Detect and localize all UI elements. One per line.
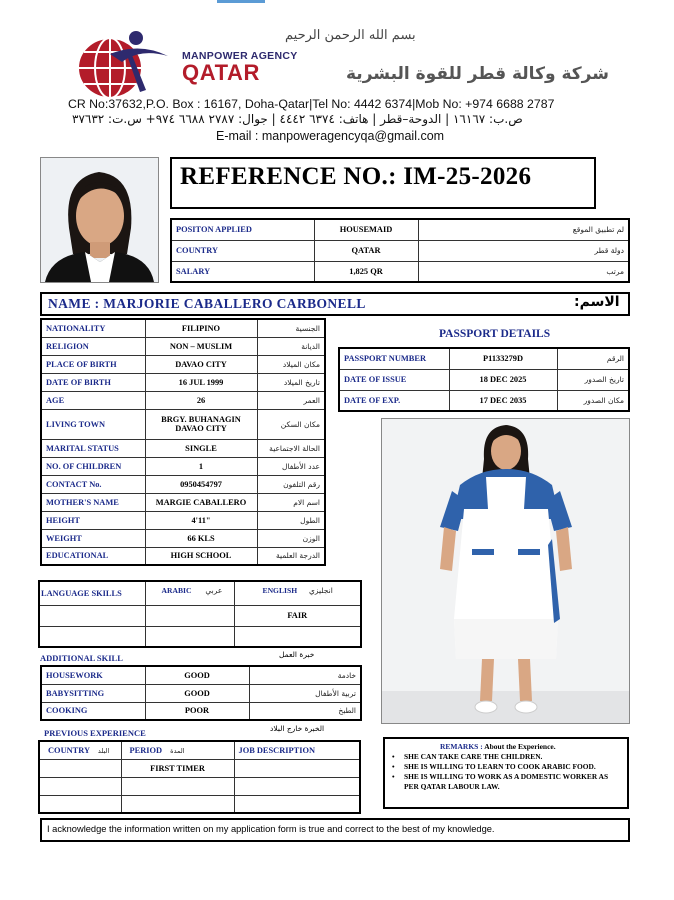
table-row (39, 605, 361, 626)
table-row (41, 547, 325, 565)
english-header (234, 581, 361, 605)
skill-value: GOOD (145, 666, 249, 684)
language-skills-label: LANGUAGE SKILLS (39, 581, 145, 605)
expiry-date-label-ar: مكان الصدور (557, 390, 629, 411)
personal-field-value: HIGH SCHOOL (145, 547, 257, 565)
personal-field-value: SINGLE (145, 439, 257, 457)
personal-field-label: LIVING TOWN (41, 409, 145, 439)
position-label: POSITON APPLIED (171, 219, 314, 240)
table-row (41, 666, 361, 684)
table-row (41, 439, 325, 457)
personal-field-value: DAVAO CITY (145, 355, 257, 373)
table-row (171, 219, 629, 240)
arabic-header (145, 581, 234, 605)
skill-label: COOKING (41, 702, 145, 720)
passport-number-label: PASSPORT NUMBER (339, 348, 449, 369)
remarks-title (440, 742, 556, 751)
personal-field-label-ar: عدد الأطفال (257, 457, 325, 475)
applicant-name: NAME : MARJORIE CABALLERO CARBONELL (48, 296, 366, 311)
table-row (41, 373, 325, 391)
skill-value: POOR (145, 702, 249, 720)
personal-field-value: FILIPINO (145, 319, 257, 337)
table-row (41, 457, 325, 475)
table-row (39, 759, 360, 777)
period-column-header (121, 741, 234, 759)
personal-field-label: MOTHER'S NAME (41, 493, 145, 511)
arabic-label: ARABIC (161, 586, 192, 595)
skill-value: GOOD (145, 684, 249, 702)
skill-label-ar: خادمة (249, 666, 361, 684)
previous-experience-table (38, 740, 361, 814)
previous-experience-title-ar: الخبرة خارج البلاد (270, 724, 325, 733)
issue-date-label: DATE OF ISSUE (339, 369, 449, 390)
experience-empty-cell (121, 777, 234, 795)
personal-field-label: DATE OF BIRTH (41, 373, 145, 391)
english-label-ar: انجليزي (309, 586, 333, 595)
contact-email: E-mail : manpoweragencyqa@gmail.com (216, 129, 445, 143)
remarks-list (392, 752, 624, 792)
issue-date-value: 18 DEC 2025 (449, 369, 557, 390)
country-label: COUNTRY (171, 240, 314, 261)
table-row (41, 355, 325, 373)
table-row (339, 369, 629, 390)
table-row (39, 777, 360, 795)
experience-first-timer: FIRST TIMER (121, 759, 234, 777)
personal-field-label: AGE (41, 391, 145, 409)
personal-field-label: RELIGION (41, 337, 145, 355)
language-empty-cell (145, 626, 234, 647)
table-row (39, 626, 361, 647)
table-row (171, 261, 629, 282)
list-item: • SHE IS WILLING TO WORK AS A DOMESTIC WORKER AS PER QATAR LABOUR LAW. (392, 772, 624, 791)
experience-empty-cell (234, 759, 360, 777)
skill-label-ar: تربية الأطفال (249, 684, 361, 702)
arabic-label-ar: عربي (205, 586, 223, 595)
country-column-label-ar: البلد (97, 746, 110, 755)
expiry-date-label: DATE OF EXP. (339, 390, 449, 411)
basmala-calligraphy: بسم الله الرحمن الرحيم (285, 28, 416, 43)
table-row (41, 337, 325, 355)
previous-experience-title: PREVIOUS EXPERIENCE (44, 728, 146, 738)
agency-name-line1: MANPOWER AGENCY (182, 50, 298, 62)
personal-field-value: 1 (145, 457, 257, 475)
passport-details-title: PASSPORT DETAILS (439, 328, 551, 340)
remarks-subtitle: About the Experience. (484, 742, 556, 751)
additional-skill-title: ADDITIONAL SKILL (40, 653, 123, 663)
passport-table (338, 347, 630, 412)
english-label: ENGLISH (262, 586, 298, 595)
passport-number-value: P1133279D (449, 348, 557, 369)
salary-label-ar: مرتب (418, 261, 629, 282)
table-row (339, 348, 629, 369)
agency-name-line2: QATAR (182, 60, 260, 85)
table-row (41, 529, 325, 547)
personal-field-value (145, 409, 257, 439)
contact-line-english: CR No:37632,P.O. Box : 16167, Doha-Qatar|Tel No: 4442 6374|Mob No: +974 6688 2787 (68, 97, 555, 111)
remarks-title-label: REMARKS : (440, 742, 483, 751)
table-row (339, 390, 629, 411)
issue-date-label-ar: تاريخ الصدور (557, 369, 629, 390)
personal-field-label: PLACE OF BIRTH (41, 355, 145, 373)
personal-field-label: CONTACT No. (41, 475, 145, 493)
skill-label-ar: الطبخ (249, 702, 361, 720)
personal-field-value-line1: BRGY. BUHANAGIN (161, 415, 241, 424)
personal-field-value: MARGIE CABALLERO (145, 493, 257, 511)
period-column-label: PERIOD (129, 745, 163, 755)
personal-field-label: NO. OF CHILDREN (41, 457, 145, 475)
table-row (171, 240, 629, 261)
table-row (41, 391, 325, 409)
experience-empty-cell (39, 777, 121, 795)
experience-empty-cell (234, 777, 360, 795)
personal-field-label-ar: مكان السكن (257, 409, 325, 439)
personal-field-label: HEIGHT (41, 511, 145, 529)
arabic-level (145, 605, 234, 626)
table-row (41, 493, 325, 511)
personal-field-label-ar: العمر (257, 391, 325, 409)
experience-empty-cell (39, 795, 121, 813)
personal-field-value: 0950454797 (145, 475, 257, 493)
personal-field-value: 4'11" (145, 511, 257, 529)
skill-label: BABYSITTING (41, 684, 145, 702)
additional-skill-title-ar: خبرة العمل (279, 650, 315, 659)
salary-value: 1,825 QR (314, 261, 418, 282)
personal-field-label-ar: الجنسية (257, 319, 325, 337)
language-empty-cell (39, 605, 145, 626)
list-item: • SHE CAN TAKE CARE THE CHILDREN. (392, 752, 624, 762)
table-row (41, 409, 325, 439)
list-item: • SHE IS WILLING TO LEARN TO COOK ARABIC FOOD. (392, 762, 624, 772)
table-row (41, 511, 325, 529)
personal-field-label-ar: مكان الميلاد (257, 355, 325, 373)
personal-field-value: 16 JUL 1999 (145, 373, 257, 391)
personal-details-table (40, 318, 326, 566)
applicant-full-body-photo (381, 418, 630, 724)
position-value: HOUSEMAID (314, 219, 418, 240)
personal-field-value: 66 KLS (145, 529, 257, 547)
additional-skills-table (40, 665, 362, 721)
personal-field-label-ar: الديانة (257, 337, 325, 355)
salary-label: SALARY (171, 261, 314, 282)
experience-empty-cell (39, 759, 121, 777)
skill-label: HOUSEWORK (41, 666, 145, 684)
english-level: FAIR (234, 605, 361, 626)
agency-globe-logo (70, 28, 170, 100)
table-row (39, 795, 360, 813)
personal-field-value: 26 (145, 391, 257, 409)
expiry-date-value: 17 DEC 2035 (449, 390, 557, 411)
position-table (170, 218, 630, 283)
personal-field-label: WEIGHT (41, 529, 145, 547)
personal-field-label-ar: الوزن (257, 529, 325, 547)
personal-field-label-ar: الدرجة العلمية (257, 547, 325, 565)
language-empty-cell (234, 626, 361, 647)
personal-field-label-ar: الطول (257, 511, 325, 529)
country-label-ar: دولة قطر (418, 240, 629, 261)
table-row (41, 475, 325, 493)
personal-field-value-line2: DAVAO CITY (175, 424, 227, 433)
personal-field-label-ar: رقم التلفون (257, 475, 325, 493)
acknowledgement-text: I acknowledge the information written on my application form is true and correct to the best of my knowledge. (47, 824, 495, 834)
personal-field-label-ar: الحالة الاجتماعية (257, 439, 325, 457)
job-description-column-header (234, 741, 360, 759)
job-description-column-label: JOB DESCRIPTION (238, 745, 316, 755)
table-row (41, 684, 361, 702)
country-column-header (39, 741, 121, 759)
position-label-ar: لم تطبيق الموقع (418, 219, 629, 240)
top-accent-bar (217, 0, 265, 3)
table-row (41, 319, 325, 337)
country-column-label: COUNTRY (48, 745, 90, 755)
experience-empty-cell (121, 795, 234, 813)
experience-empty-cell (234, 795, 360, 813)
language-empty-cell (39, 626, 145, 647)
language-skills-table (38, 580, 362, 648)
personal-field-label-ar: تاريخ الميلاد (257, 373, 325, 391)
personal-field-value: NON – MUSLIM (145, 337, 257, 355)
table-row (39, 741, 360, 759)
contact-line-arabic: ص.ب: ١٦١٦٧ | الدوحة–قطر | هاتف: ٦٣٧٤ ٤٤٤٢ | جوال: ٢٧٨٧ ٦٦٨٨ ٩٧٤+ س.ت: ٣٧٦٣٢ (72, 112, 523, 126)
table-row (39, 581, 361, 605)
period-column-label-ar: المدة (170, 746, 185, 755)
applicant-portrait-photo (40, 157, 159, 283)
applicant-name-label-ar: الاسم: (574, 294, 620, 310)
agency-name-arabic: شركة وكالة قطر للقوة البشرية (346, 64, 609, 84)
reference-number: REFERENCE NO.: IM-25-2026 (180, 163, 532, 190)
personal-field-label: NATIONALITY (41, 319, 145, 337)
personal-field-label: MARITAL STATUS (41, 439, 145, 457)
table-row (41, 702, 361, 720)
personal-field-label: EDUCATIONAL (41, 547, 145, 565)
country-value: QATAR (314, 240, 418, 261)
passport-number-label-ar: الرقم (557, 348, 629, 369)
personal-field-label-ar: اسم الام (257, 493, 325, 511)
